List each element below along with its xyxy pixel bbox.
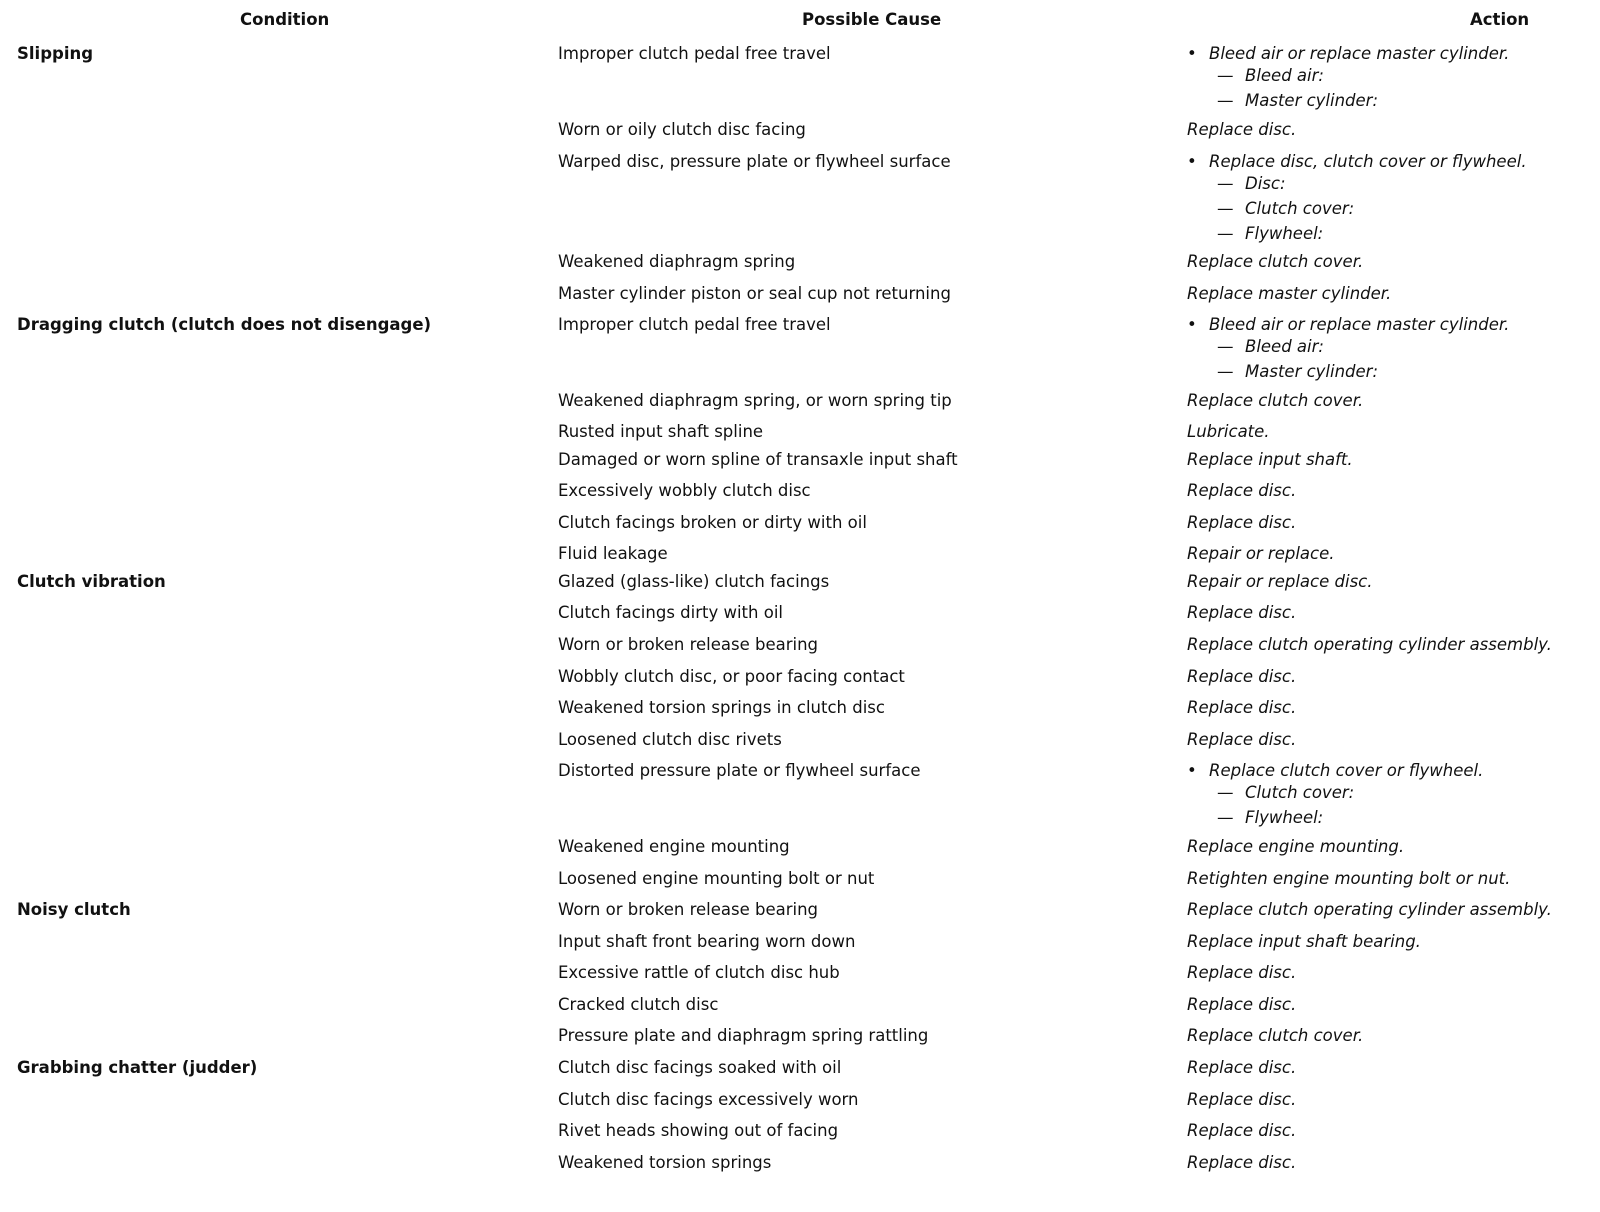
action-cell: Replace disc. xyxy=(1187,963,1297,982)
action-cell: Repair or replace disc. xyxy=(1187,572,1373,591)
action-sub-item xyxy=(1187,221,1527,246)
action-cell: Retighten engine mounting bolt or nut. xyxy=(1187,869,1511,888)
header-condition: Condition xyxy=(240,10,330,29)
cause-cell: Input shaft front bearing worn down xyxy=(558,932,856,951)
action-cell: Replace disc. xyxy=(1187,667,1297,686)
action-bullet xyxy=(1187,44,1509,63)
cause-cell: Improper clutch pedal free travel xyxy=(558,315,831,334)
action-sub-item xyxy=(1187,196,1527,221)
action-bullet xyxy=(1187,152,1527,171)
dash-icon: — xyxy=(1217,174,1234,193)
action-cell: Replace clutch cover. xyxy=(1187,252,1364,271)
cause-cell: Weakened torsion springs in clutch disc xyxy=(558,698,885,717)
action-cell: Lubricate. xyxy=(1187,422,1270,441)
action-bullet xyxy=(1187,761,1483,780)
action-cell: Replace clutch operating cylinder assembly. xyxy=(1187,900,1552,919)
dash-icon: — xyxy=(1217,66,1234,85)
sub-item-label: Bleed air: xyxy=(1245,66,1324,85)
cause-cell: Distorted pressure plate or flywheel surface xyxy=(558,761,921,780)
action-cell: Replace disc. xyxy=(1187,1121,1297,1140)
action-sub-item xyxy=(1187,63,1509,88)
cause-cell: Weakened torsion springs xyxy=(558,1153,772,1172)
action-cell: Replace clutch cover. xyxy=(1187,1026,1364,1045)
cause-cell: Cracked clutch disc xyxy=(558,995,719,1014)
cause-cell: Master cylinder piston or seal cup not returning xyxy=(558,284,951,303)
action-cell: Replace input shaft. xyxy=(1187,450,1353,469)
action-text: Bleed air or replace master cylinder. xyxy=(1209,315,1510,334)
action-sub-item xyxy=(1187,334,1509,359)
action-cell: Replace disc. xyxy=(1187,1090,1297,1109)
cause-cell: Excessively wobbly clutch disc xyxy=(558,481,811,500)
action-cell: Replace clutch operating cylinder assembly. xyxy=(1187,635,1552,654)
bullet-dot-icon: • xyxy=(1187,315,1197,334)
cause-cell: Worn or oily clutch disc facing xyxy=(558,120,806,139)
action-cell: Replace disc. xyxy=(1187,1153,1297,1172)
sub-item-label: Master cylinder: xyxy=(1245,91,1379,110)
sub-item-label: Disc: xyxy=(1245,174,1286,193)
cause-cell: Weakened diaphragm spring, or worn spring tip xyxy=(558,391,952,410)
action-cell: Replace disc. xyxy=(1187,698,1297,717)
cause-cell: Glazed (glass-like) clutch facings xyxy=(558,572,830,591)
cause-cell: Worn or broken release bearing xyxy=(558,900,819,919)
action-text: Replace clutch cover or flywheel. xyxy=(1209,761,1484,780)
action-cell: Replace clutch cover. xyxy=(1187,391,1364,410)
action-cell: Replace disc. xyxy=(1187,995,1297,1014)
condition-cell: Dragging clutch (clutch does not disengage) xyxy=(17,315,432,334)
sub-item-label: Clutch cover: xyxy=(1245,783,1355,802)
header-possible-cause: Possible Cause xyxy=(802,10,942,29)
action-bullet xyxy=(1187,315,1509,334)
action-cell: Replace disc. xyxy=(1187,1058,1297,1077)
action-text: Replace disc, clutch cover or flywheel. xyxy=(1209,152,1527,171)
cause-cell: Warped disc, pressure plate or flywheel surface xyxy=(558,152,951,171)
action-sub-item xyxy=(1187,780,1483,805)
action-sub-item xyxy=(1187,805,1483,830)
action-cell: Replace disc. xyxy=(1187,730,1297,749)
sub-item-label: Bleed air: xyxy=(1245,337,1324,356)
action-cell: Replace master cylinder. xyxy=(1187,284,1392,303)
action-cell xyxy=(1187,315,1509,384)
cause-cell: Loosened clutch disc rivets xyxy=(558,730,782,749)
condition-cell: Clutch vibration xyxy=(17,572,166,591)
header-action: Action xyxy=(1470,10,1530,29)
action-cell xyxy=(1187,761,1483,830)
condition-cell: Grabbing chatter (judder) xyxy=(17,1058,258,1077)
cause-cell: Excessive rattle of clutch disc hub xyxy=(558,963,840,982)
cause-cell: Fluid leakage xyxy=(558,544,668,563)
dash-icon: — xyxy=(1217,91,1234,110)
action-cell: Replace input shaft bearing. xyxy=(1187,932,1421,951)
action-cell: Replace disc. xyxy=(1187,603,1297,622)
dash-icon: — xyxy=(1217,362,1234,381)
action-cell: Replace engine mounting. xyxy=(1187,837,1405,856)
sub-item-label: Master cylinder: xyxy=(1245,362,1379,381)
cause-cell: Damaged or worn spline of transaxle input shaft xyxy=(558,450,958,469)
cause-cell: Rivet heads showing out of facing xyxy=(558,1121,839,1140)
cause-cell: Worn or broken release bearing xyxy=(558,635,819,654)
condition-cell: Slipping xyxy=(17,44,94,63)
condition-cell: Noisy clutch xyxy=(17,900,131,919)
action-cell: Repair or replace. xyxy=(1187,544,1335,563)
cause-cell: Weakened diaphragm spring xyxy=(558,252,796,271)
bullet-dot-icon: • xyxy=(1187,761,1197,780)
action-cell: Replace disc. xyxy=(1187,120,1297,139)
cause-cell: Weakened engine mounting xyxy=(558,837,790,856)
cause-cell: Clutch disc facings soaked with oil xyxy=(558,1058,842,1077)
cause-cell: Loosened engine mounting bolt or nut xyxy=(558,869,875,888)
action-cell: Replace disc. xyxy=(1187,513,1297,532)
cause-cell: Clutch facings dirty with oil xyxy=(558,603,783,622)
sub-item-label: Flywheel: xyxy=(1245,808,1324,827)
action-cell xyxy=(1187,152,1527,246)
cause-cell: Clutch disc facings excessively worn xyxy=(558,1090,859,1109)
cause-cell: Pressure plate and diaphragm spring rattling xyxy=(558,1026,929,1045)
cause-cell: Rusted input shaft spline xyxy=(558,422,764,441)
action-sub-item xyxy=(1187,88,1509,113)
action-text: Bleed air or replace master cylinder. xyxy=(1209,44,1510,63)
dash-icon: — xyxy=(1217,337,1234,356)
dash-icon: — xyxy=(1217,783,1234,802)
sub-item-label: Flywheel: xyxy=(1245,224,1324,243)
dash-icon: — xyxy=(1217,224,1234,243)
cause-cell: Clutch facings broken or dirty with oil xyxy=(558,513,867,532)
bullet-dot-icon: • xyxy=(1187,44,1197,63)
action-sub-item xyxy=(1187,359,1509,384)
sub-item-label: Clutch cover: xyxy=(1245,199,1355,218)
dash-icon: — xyxy=(1217,808,1234,827)
action-cell xyxy=(1187,44,1509,113)
cause-cell: Improper clutch pedal free travel xyxy=(558,44,831,63)
cause-cell: Wobbly clutch disc, or poor facing contact xyxy=(558,667,905,686)
action-sub-item xyxy=(1187,171,1527,196)
bullet-dot-icon: • xyxy=(1187,152,1197,171)
action-cell: Replace disc. xyxy=(1187,481,1297,500)
dash-icon: — xyxy=(1217,199,1234,218)
